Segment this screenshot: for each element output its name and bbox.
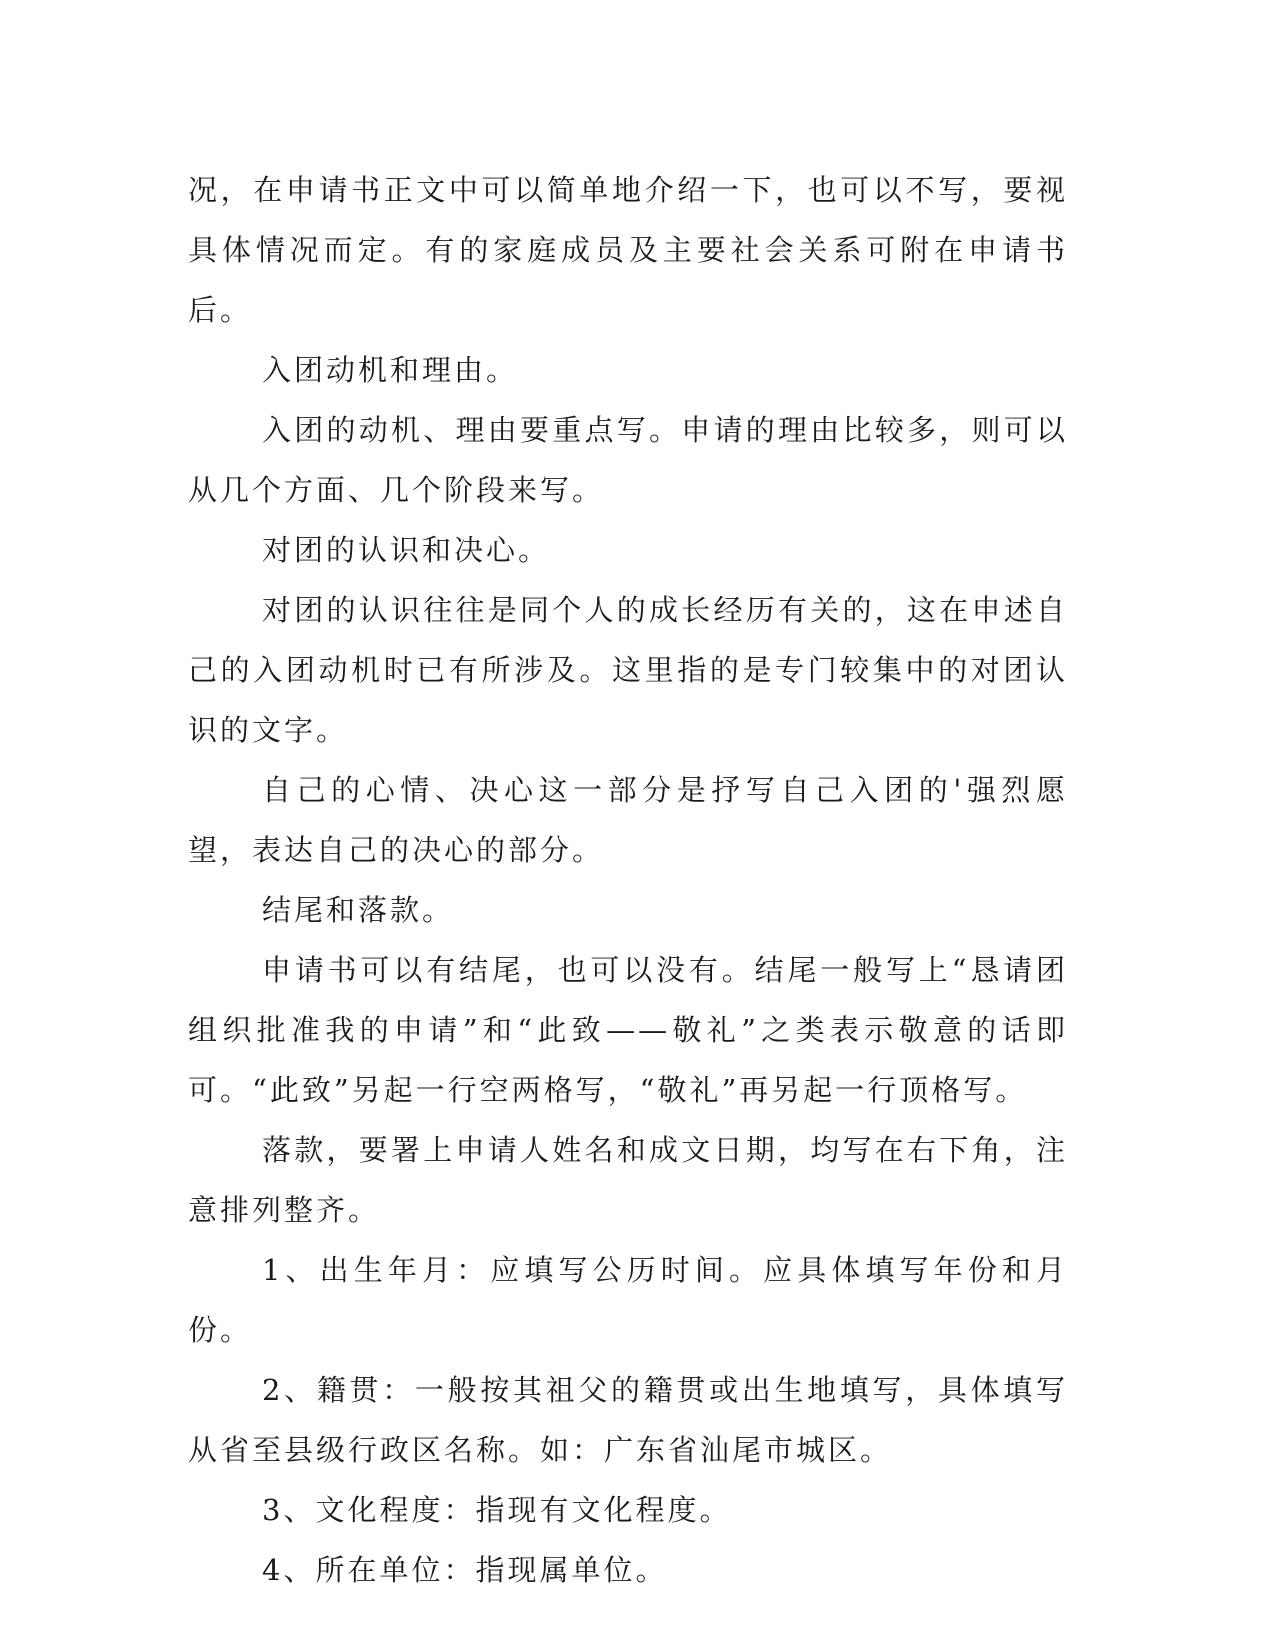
list-item-education: 3、文化程度：指现有文化程度。 — [262, 1493, 732, 1527]
document-body — [188, 160, 1068, 1600]
list-item-native-place: 2、籍贯：一般按其祖父的籍贯或出生地填写，具体填写从省至县级行政区名称。如：广东省汕尾市城区。 — [188, 1373, 1068, 1467]
list-item-birth-date: 1、出生年月：应填写公历时间。应具体填写年份和月份。 — [188, 1253, 1068, 1347]
paragraph-continuation: 况，在申请书正文中可以简单地介绍一下，也可以不写，要视具体情况而定。有的家庭成员及主要社会关系可附在申请书后。 — [188, 173, 1068, 327]
paragraph-closing: 申请书可以有结尾，也可以没有。结尾一般写上“恳请团组织批准我的申请”和“此致——敬礼”之类表示敬意的话即可。“此致”另起一行空两格写，“敬礼”再另起一行顶格写。 — [188, 953, 1068, 1107]
paragraph-motivation: 入团的动机、理由要重点写。申请的理由比较多，则可以从几个方面、几个阶段来写。 — [188, 413, 1068, 507]
paragraph-determination: 自己的心情、决心这一部分是抒写自己入团的'强烈愿望，表达自己的决心的部分。 — [188, 773, 1068, 867]
list-item-workplace: 4、所在单位：指现属单位。 — [262, 1553, 668, 1587]
heading-motivation: 入团动机和理由。 — [262, 353, 519, 387]
heading-understanding: 对团的认识和决心。 — [262, 533, 551, 567]
paragraph-signature: 落款，要署上申请人姓名和成文日期，均写在右下角，注意排列整齐。 — [188, 1133, 1068, 1227]
heading-closing: 结尾和落款。 — [262, 893, 455, 927]
paragraph-understanding: 对团的认识往往是同个人的成长经历有关的，这在申述自己的入团动机时已有所涉及。这里指的是专门较集中的对团认识的文字。 — [188, 593, 1068, 747]
